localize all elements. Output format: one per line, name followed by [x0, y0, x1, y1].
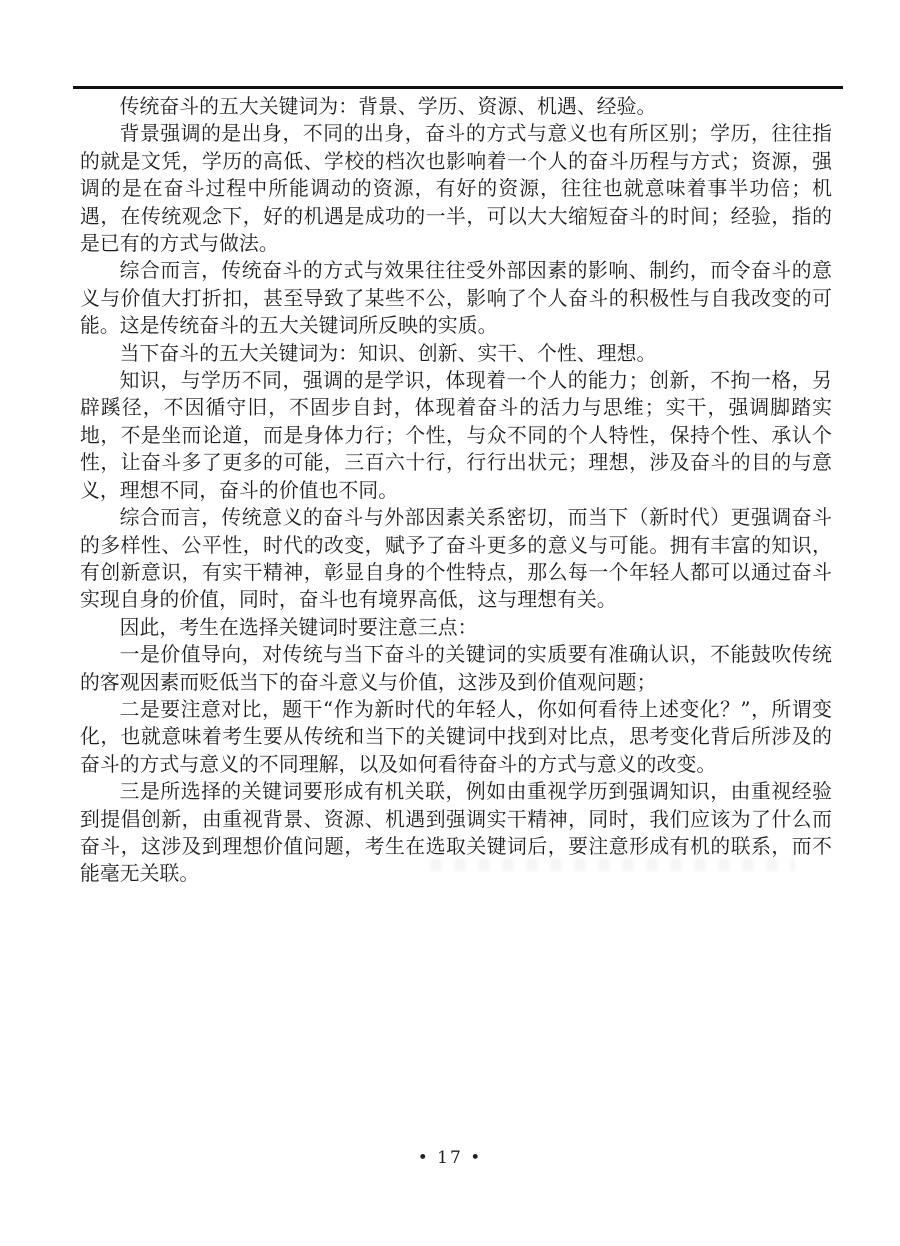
paragraph: 背景强调的是出身，不同的出身，奋斗的方式与意义也有所区别；学历，往往指的就是文凭，学历的高低、学校的档次也影响着一个人的奋斗历程与方式；资源，强调的是在奋斗过程中所能调动的资源，有好的资源，往往也就意味着事半功倍；机遇，在传统观念下，好的机遇是成功的一半，可以大大缩短奋斗的时间；经验，指的是已有的方式与做法。 — [80, 122, 832, 256]
paragraph: 传统奋斗的五大关键词为：背景、学历、资源、机遇、经验。 — [119, 95, 657, 118]
header-rule — [73, 86, 843, 89]
document-body — [80, 93, 832, 888]
paragraph: 综合而言，传统意义的奋斗与外部因素关系密切，而当下（新时代）更强调奋斗的多样性、公平性，时代的改变，赋予了奋斗更多的意义与可能。拥有丰富的知识，有创新意识，有实干精神，彰显自身的个性特点，那么每一个年轻人都可以通过奋斗实现自身的价值，同时，奋斗也有境界高低，这与理想有关。 — [80, 506, 832, 612]
paragraph: 二是要注意对比，题干“作为新时代的年轻人，你如何看待上述变化？”，所谓变化，也就意味着考生要从传统和当下的关键词中找到对比点，思考变化背后所涉及的奋斗的方式与意义的不同理解，以及如何看待奋斗的方式与意义的改变。 — [80, 697, 832, 776]
paragraph: 综合而言，传统奋斗的方式与效果往往受外部因素的影响、制约，而令奋斗的意义与价值大打折扣，甚至导致了某些不公，影响了个人奋斗的积极性与自我改变的可能。这是传统奋斗的五大关键词所反映的实质。 — [80, 259, 832, 338]
paragraph: 因此，考生在选择关键词时要注意三点： — [119, 615, 478, 639]
page-bleed-artifact — [430, 858, 795, 871]
paragraph: 知识，与学历不同，强调的是学识，体现着一个人的能力；创新，不拘一格，另辟蹊径，不因循守旧，不固步自封，体现着奋斗的活力与思维；实干，强调脚踏实地，不是坐而论道，而是身体力行；个性，与众不同的个人特性，保持个性、承认个性，让奋斗多了更多的可能，三百六十行，行行出状元；理想，涉及奋斗的目的与意义，理想不同，奋斗的价值也不同。 — [80, 369, 832, 502]
paragraph: 当下奋斗的五大关键词为：知识、创新、实干、个性、理想。 — [119, 341, 657, 365]
paragraph: 三是所选择的关键词要形成有机关联，例如由重视学历到强调知识，由重视经验到提倡创新，由重视背景、资源、机遇到强调实干精神，同时，我们应该为了什么而奋斗，这涉及到理想价值问题，考生在选取关键词后，要注意形成有机的联系，而不能毫无关联。 — [80, 780, 832, 886]
page-number: • 17 • — [417, 1148, 483, 1168]
paragraph: 一是价值导向，对传统与当下奋斗的关键词的实质要有准确认识，不能鼓吹传统的客观因素而贬低当下的奋斗意义与价值，这涉及到价值观问题； — [80, 643, 832, 694]
